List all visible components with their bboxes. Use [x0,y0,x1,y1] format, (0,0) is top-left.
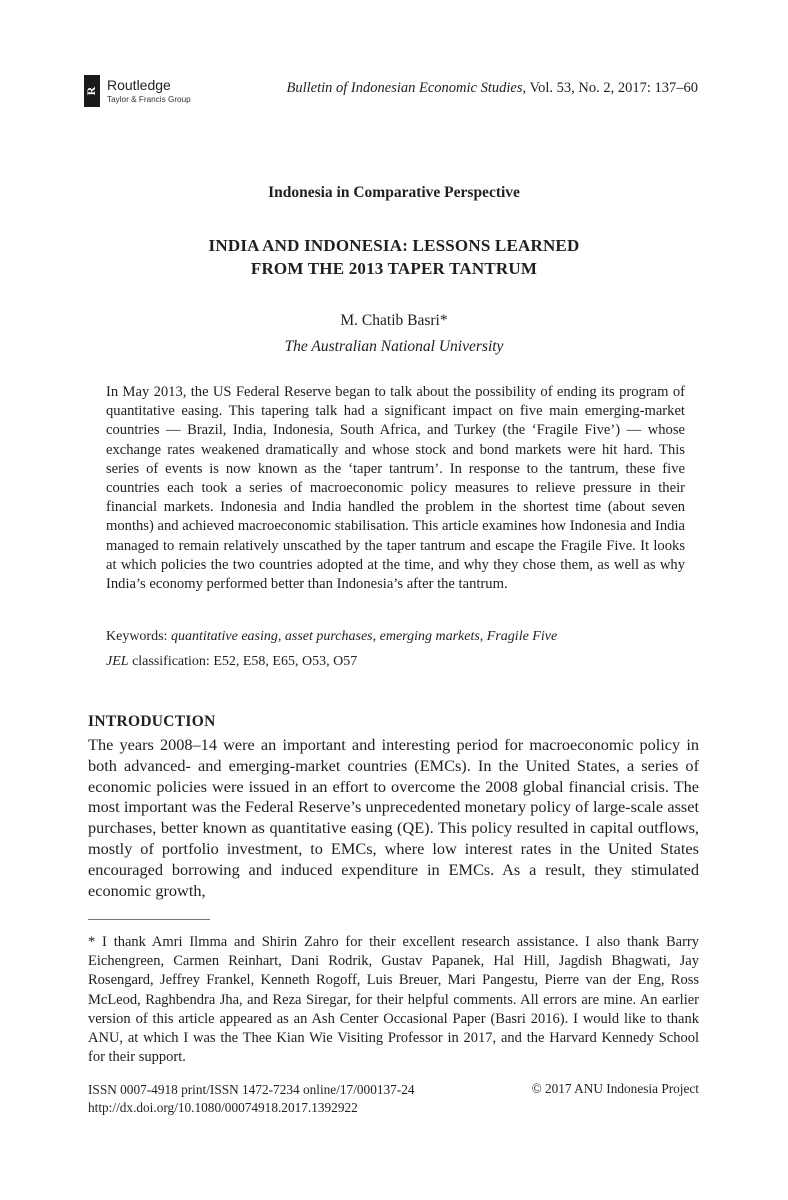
keywords-label: Keywords: [106,629,171,644]
article-title [0,234,788,280]
author-name: M. Chatib Basri* [340,312,448,329]
title-line-2: FROM THE 2013 TAPER TANTRUM [250,259,538,278]
keywords-values: quantitative easing, asset purchases, emerging markets, Fragile Five [170,629,558,644]
routledge-logo [84,75,204,111]
footer-identifiers [88,1081,415,1117]
publisher-name: Routledge [107,77,171,93]
journal-name: Bulletin of Indonesian Economic Studies [286,80,523,96]
introduction-heading: INTRODUCTION [88,713,216,730]
footnote: * I thank Amri Ilmma and Shirin Zahro for their excellent research assistance. I also thank Barry Eichengreen, Carmen Reinhart, Dani Rodrik, Gustav Papanek, Hal Hill, Jagdish Bhagwati, Jay Rosengard, Jeffrey Frankel, Kenneth Rogoff, Luis Breuer, Mari Pangestu, Pierre van der Eng, Ross McLeod, Raghbendra Jha, and Reza Siregar, for their helpful comments. All errors are mine. An earlier version of this article appeared as an Ash Center Occasional Paper (Basri 2016). I would like to thank ANU, at which I was the Thee Kian Wie Visiting Professor in 2017, and the Harvard Kennedy School for their support. [88,934,699,1066]
journal-citation [287,80,699,97]
jel-classification [106,654,357,670]
author-affiliation: The Australian National University [284,338,504,355]
copyright-notice: © 2017 ANU Indonesia Project [531,1081,699,1096]
svg-text:R: R [84,86,98,96]
journal-details: , Vol. 53, No. 2, 2017: 137–60 [522,80,698,96]
keywords [106,629,557,645]
jel-codes: classification: E52, E58, E65, O53, O57 [128,654,358,669]
doi-link[interactable]: http://dx.doi.org/10.1080/00074918.2017.1392922 [88,1100,358,1115]
jel-label: JEL [106,654,129,669]
footnote-divider [88,919,210,920]
title-line-1: INDIA AND INDONESIA: LESSONS LEARNED [208,236,580,255]
publisher-group: Taylor & Francis Group [107,95,191,104]
routledge-logo-icon [84,75,100,107]
issn-line: ISSN 0007-4918 print/ISSN 1472-7234 online/17/000137-24 [88,1082,415,1097]
abstract: In May 2013, the US Federal Reserve began to talk about the possibility of ending its program of quantitative easing. This tapering talk had a significant impact on five main emerging-market countries — Brazil, India, Indonesia, South Africa, and Turkey (the ‘Fragile Five’) — whose exchange rates weakened dramatically and whose stock and bond markets were hit hard. This series of events is now known as the ‘taper tantrum’. In response to the tantrum, these five countries each took a series of macroeconomic policy measures to relieve pressure in their financial markets. Indonesia and India handled the problem in the shortest time (about seven months) and achieved macroeconomic stabilisation. This article examines how Indonesia and India managed to remain relatively unscathed by the taper tantrum and escape the Fragile Five. It looks at which policies the two countries adopted at the time, and why they chose them, as well as why India’s economy performed better than Indonesia’s after the tantrum. [106,384,685,593]
introduction-text: The years 2008–14 were an important and interesting period for macroeconomic policy in both advanced- and emerging-market countries (EMCs). In the United States, a series of economic policies were issued in an effort to overcome the 2008 global financial crisis. The most important was the Federal Reserve’s unprecedented monetary policy of large-scale asset purchases, better known as quantitative easing (QE). This policy resulted in capital outflows, mostly of portfolio investment, to EMCs, where low interest rates in the United States encouraged borrowing and induced expenditure in EMCs. As a result, they stimulated economic growth, [88,735,699,900]
section-label: Indonesia in Comparative Perspective [268,184,520,201]
